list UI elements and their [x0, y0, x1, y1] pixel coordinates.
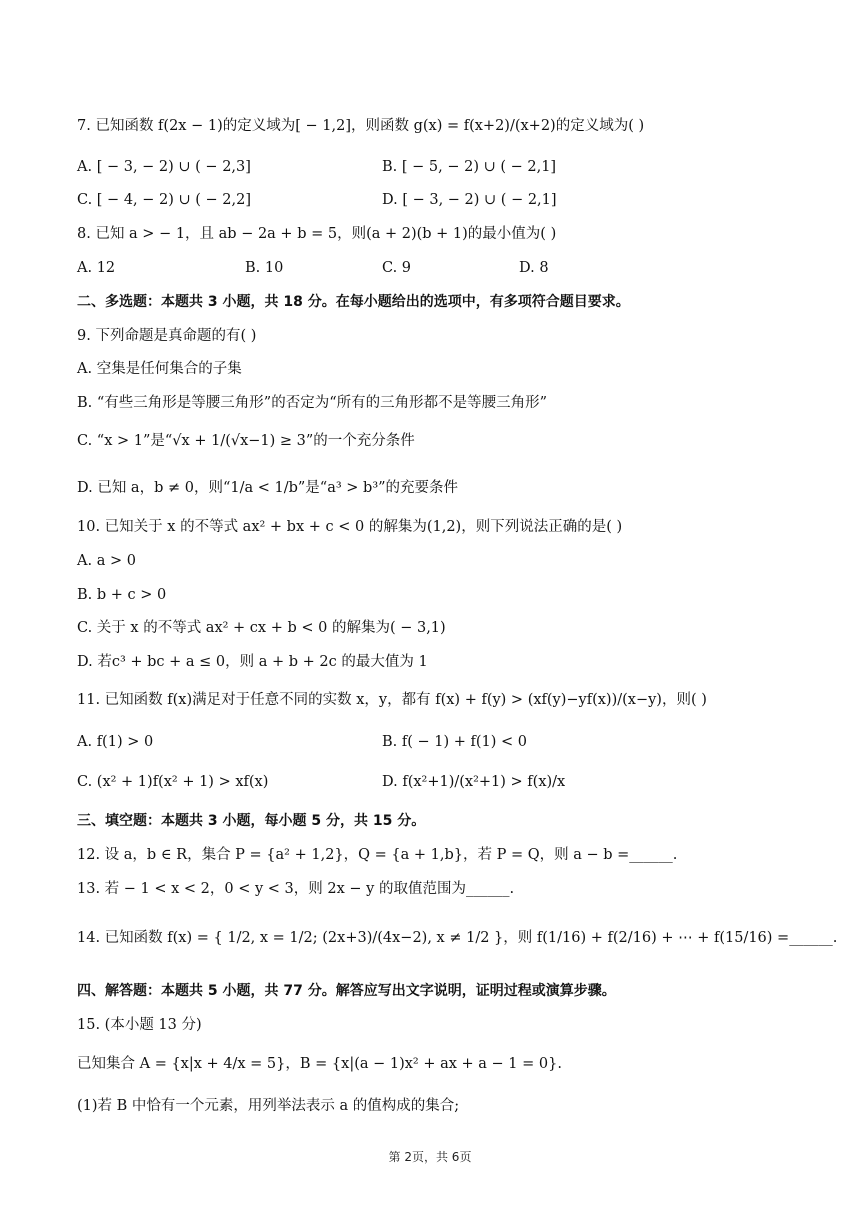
- question-10-option-c: C. 关于 x 的不等式 ax² + cx + b < 0 的解集为( − 3,1): [77, 620, 446, 636]
- question-11-option-a: A. f(1) > 0: [77, 734, 154, 750]
- question-11-stem: 11. 已知函数 f(x)满足对于任意不同的实数 x，y，都有 f(x) + f(y) > (xf(y)−yf(x))/(x−y)，则( ): [77, 692, 707, 708]
- question-7-option-b: B. [ − 5, − 2) ∪ ( − 2,1]: [382, 159, 557, 175]
- question-9-stem: 9. 下列命题是真命题的有( ): [77, 328, 257, 344]
- question-7-option-d: D. [ − 3, − 2) ∪ ( − 2,1]: [382, 192, 557, 208]
- question-7-option-c: C. [ − 4, − 2) ∪ ( − 2,2]: [77, 192, 252, 208]
- section-2-heading: 二、多选题：本题共 3 小题，共 18 分。在每小题给出的选项中，有多项符合题目要求。: [77, 294, 630, 310]
- question-8-option-c: C. 9: [382, 260, 412, 276]
- section-4-heading: 四、解答题：本题共 5 小题，共 77 分。解答应写出文字说明，证明过程或演算步骤。: [77, 983, 616, 999]
- question-8-option-d: D. 8: [519, 260, 549, 276]
- question-9-option-b: B. “有些三角形是等腰三角形”的否定为“所有的三角形都不是等腰三角形”: [77, 395, 548, 411]
- question-7-stem: 7. 已知函数 f(2x − 1)的定义域为[ − 1,2]，则函数 g(x) = f(x+2)/(x+2)的定义域为( ): [77, 118, 645, 134]
- page-footer: 第 2页，共 6页: [388, 1150, 472, 1164]
- question-12: 12. 设 a，b ∈ R，集合 P = {a² + 1,2}，Q = {a + 1,b}，若 P = Q，则 a − b =______.: [77, 847, 678, 863]
- question-10-stem: 10. 已知关于 x 的不等式 ax² + bx + c < 0 的解集为(1,2)，则下列说法正确的是( ): [77, 519, 623, 535]
- question-14: 14. 已知函数 f(x) = { 1/2, x = 1/2; (2x+3)/(4x−2), x ≠ 1/2 }，则 f(1/16) + f(2/16) + ⋯ + f(15/16) =______.: [77, 930, 838, 946]
- section-3-heading: 三、填空题：本题共 3 小题，每小题 5 分，共 15 分。: [77, 813, 426, 829]
- question-10-option-b: B. b + c > 0: [77, 587, 167, 603]
- question-8-option-a: A. 12: [77, 260, 116, 276]
- question-15-part-1: (1)若 B 中恰有一个元素，用列举法表示 a 的值构成的集合;: [77, 1098, 460, 1114]
- question-11-option-b: B. f( − 1) + f(1) < 0: [382, 734, 528, 750]
- question-9-option-c: C. “x > 1”是“√x + 1/(√x−1) ≥ 3”的一个充分条件: [77, 433, 415, 449]
- question-13: 13. 若 − 1 < x < 2，0 < y < 3，则 2x − y 的取值范围为______.: [77, 881, 515, 897]
- question-8-option-b: B. 10: [245, 260, 284, 276]
- question-15-body: 已知集合 A = {x|x + 4/x = 5}，B = {x|(a − 1)x² + ax + a − 1 = 0}.: [77, 1056, 562, 1072]
- question-7-option-a: A. [ − 3, − 2) ∪ ( − 2,3]: [77, 159, 251, 175]
- question-9-option-d: D. 已知 a，b ≠ 0，则“1/a < 1/b”是“a³ > b³”的充要条件: [77, 480, 459, 496]
- question-9-option-a: A. 空集是任何集合的子集: [77, 361, 242, 377]
- question-11-option-c: C. (x² + 1)f(x² + 1) > xf(x): [77, 774, 269, 790]
- question-10-option-d: D. 若c³ + bc + a ≤ 0，则 a + b + 2c 的最大值为 1: [77, 654, 428, 670]
- question-8-stem: 8. 已知 a > − 1，且 ab − 2a + b = 5，则(a + 2)(b + 1)的最小值为( ): [77, 226, 557, 242]
- question-15-header: 15. (本小题 13 分): [77, 1017, 202, 1033]
- question-10-option-a: A. a > 0: [77, 553, 136, 569]
- question-11-option-d: D. f(x²+1)/(x²+1) > f(x)/x: [382, 774, 566, 790]
